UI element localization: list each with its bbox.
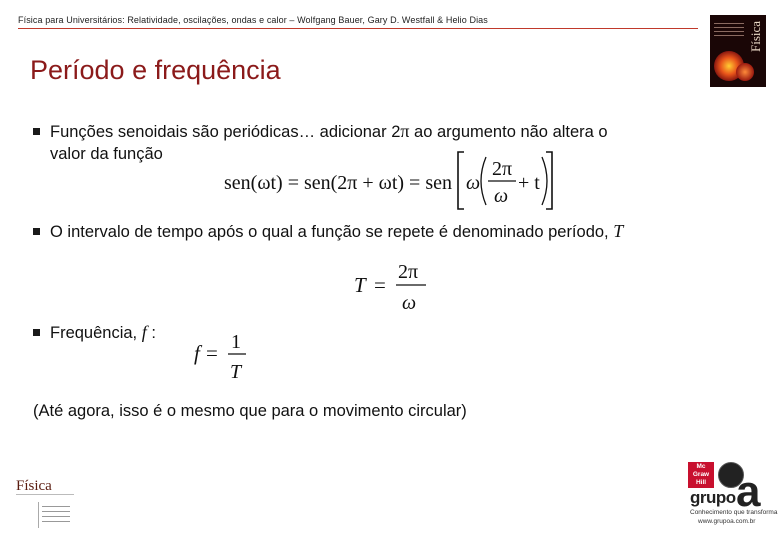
fisica-logo: Física: [16, 478, 52, 494]
eq2-equals: =: [374, 273, 386, 297]
bullet-marker-1: [33, 128, 40, 135]
publisher-tagline: Conhecimento que transforma: [690, 509, 778, 516]
period-variable: T: [613, 221, 624, 241]
eq1-right-paren: [542, 157, 547, 205]
slide-title: Período e frequência: [30, 55, 281, 85]
header-reference: Física para Universitários: Relatividade, oscilações, ondas e calor – Wolfgang Bauer, Gary D. Westfall & Helio Dias: [18, 15, 488, 25]
equation-sine-periodicity: [224, 147, 564, 213]
bullet-1-part-b: ao argumento não altera o: [409, 123, 608, 141]
header-divider: [18, 28, 698, 29]
bullet-text-2: [50, 220, 623, 244]
note-text: (Até agora, isso é o mesmo que para o movimento circular): [33, 402, 467, 420]
bullet-2-text: O intervalo de tempo após o qual a função se repete é denominado período,: [50, 223, 614, 241]
eq1-left-paren: [481, 157, 486, 205]
bullet-text-1: [50, 120, 608, 144]
bullet-1-part-a: Funções senoidais são periódicas… adicionar 2: [50, 123, 401, 141]
eq2-den: ω: [402, 292, 417, 314]
frequency-variable: f: [141, 322, 147, 342]
eq1-frac-num: 2π: [492, 158, 513, 180]
eq1-left-bracket: [458, 152, 464, 209]
mcgraw-hill-logo: Mc Graw Hill: [688, 462, 714, 488]
pi-symbol: π: [400, 121, 410, 141]
book-cover-image: [710, 15, 766, 87]
grupo-logo: grupo: [690, 488, 736, 507]
equation-period: [352, 256, 432, 316]
cover-title: Física: [748, 20, 763, 52]
fisica-logo-underline: [16, 494, 74, 495]
cover-glow-small: [736, 63, 754, 81]
eq1-plus-t: + t: [518, 172, 540, 194]
eq1-omega: ω: [466, 172, 481, 194]
publisher-website: www.grupoa.com.br: [698, 518, 756, 525]
eq3-num: 1: [231, 331, 241, 353]
bullet-3-text: Frequência,: [50, 324, 142, 342]
bullet-text-3: [50, 321, 156, 345]
bullet-text-1-line2: valor da função: [50, 145, 163, 163]
cover-text-lines: [714, 23, 744, 24]
eq3-den: T: [230, 361, 242, 383]
eq1-lhs: sen(ωt) = sen(2π + ωt) = sen: [224, 172, 452, 194]
bullet-marker-2: [33, 228, 40, 235]
eq1-frac-den: ω: [494, 185, 509, 207]
bullet-3-colon: :: [146, 324, 156, 342]
eq2-lhs: T: [354, 273, 366, 297]
eq3-lhs: f: [194, 341, 200, 365]
grupo-a-letter: a: [736, 467, 761, 516]
equation-frequency: [190, 328, 260, 386]
bullet-marker-3: [33, 329, 40, 336]
eq2-num: 2π: [398, 261, 419, 283]
eq3-equals: =: [206, 341, 218, 365]
fisica-logo-lines: [38, 502, 75, 528]
